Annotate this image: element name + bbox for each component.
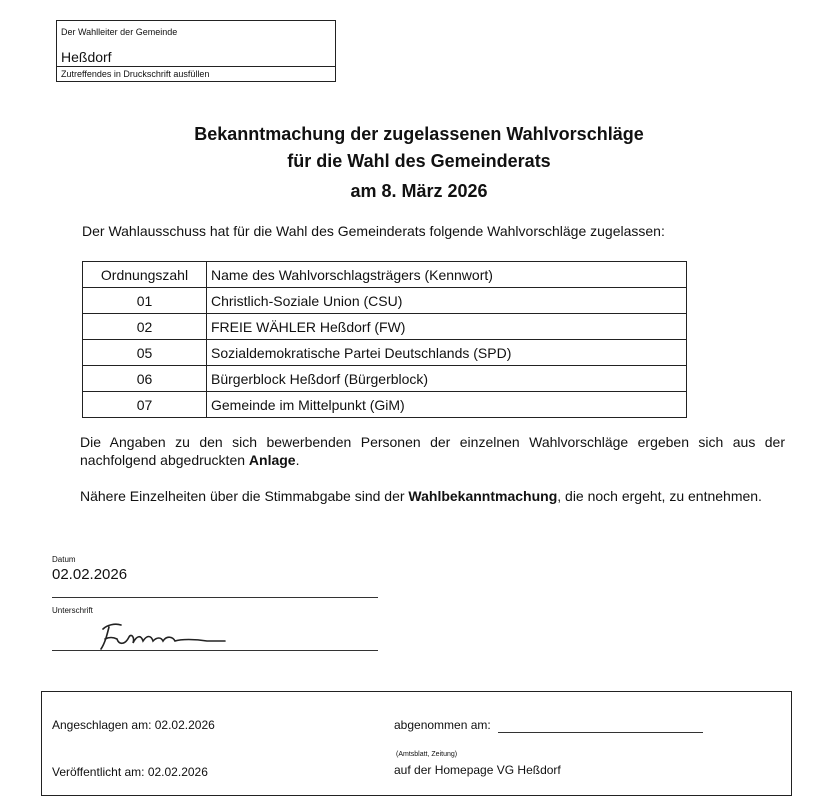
- title-line-2: für die Wahl des Gemeinderats: [287, 151, 551, 171]
- authority-box-divider: [57, 66, 335, 67]
- title-line-1: Bekanntmachung der zugelassenen Wahlvorschläge: [194, 124, 644, 144]
- table-row: [83, 314, 687, 340]
- fill-instruction: Zutreffendes in Druckschrift ausfüllen: [61, 69, 210, 79]
- proposals-table: [82, 261, 687, 418]
- column-header-name: Name des Wahlvorschlagsträgers (Kennwort): [207, 262, 687, 288]
- publication-medium: auf der Homepage VG Heßdorf: [394, 763, 561, 777]
- election-notice-keyword: Wahlbekanntmachung: [408, 488, 558, 504]
- table-header-row: [83, 262, 687, 288]
- posted-date: Angeschlagen am: 02.02.2026: [52, 718, 215, 732]
- row-name: Bürgerblock Heßdorf (Bürgerblock): [207, 366, 687, 392]
- voting-details-end: , die noch ergeht, zu entnehmen.: [557, 488, 762, 504]
- row-number: 07: [83, 392, 207, 418]
- table-row: [83, 340, 687, 366]
- row-name: FREIE WÄHLER Heßdorf (FW): [207, 314, 687, 340]
- row-number: 01: [83, 288, 207, 314]
- date-line: [52, 597, 378, 598]
- row-name: Sozialdemokratische Partei Deutschlands (SPD): [207, 340, 687, 366]
- row-number: 05: [83, 340, 207, 366]
- row-name: Christlich-Soziale Union (CSU): [207, 288, 687, 314]
- candidates-text: Die Angaben zu den sich bewerbenden Personen der einzelnen Wahlvorschläge ergeben sich aus der nachfolgend abgedruckten: [80, 434, 785, 468]
- handwritten-signature: [95, 615, 235, 655]
- municipality-name: Heßdorf: [61, 49, 112, 65]
- date-label: Datum: [52, 555, 76, 564]
- row-number: 06: [83, 366, 207, 392]
- row-number: 02: [83, 314, 207, 340]
- published-date: Veröffentlicht am: 02.02.2026: [52, 765, 208, 779]
- candidates-end: .: [295, 452, 300, 468]
- title-line-3: am 8. März 2026: [350, 181, 488, 201]
- voting-details-paragraph: [80, 487, 785, 505]
- column-header-number: Ordnungszahl: [83, 262, 207, 288]
- removed-date-line: [498, 732, 703, 733]
- table-row: [83, 366, 687, 392]
- row-name: Gemeinde im Mittelpunkt (GiM): [207, 392, 687, 418]
- posting-box: [41, 691, 792, 796]
- signature-label: Unterschrift: [52, 606, 93, 615]
- signature-line: [52, 650, 378, 651]
- voting-details-text: Nähere Einzelheiten über die Stimmabgabe sind der: [80, 488, 409, 504]
- authority-box: [56, 20, 336, 82]
- removed-label: abgenommen am:: [394, 718, 491, 732]
- table-row: [83, 392, 687, 418]
- intro-text: Der Wahlausschuss hat für die Wahl des Gemeinderats folgende Wahlvorschläge zugelassen:: [82, 223, 665, 239]
- date-value: 02.02.2026: [52, 566, 128, 583]
- authority-label: Der Wahlleiter der Gemeinde: [61, 27, 178, 37]
- candidates-paragraph: [80, 433, 785, 469]
- table-row: [83, 288, 687, 314]
- annex-keyword: Anlage: [248, 452, 296, 468]
- medium-hint: (Amtsblatt, Zeitung): [396, 751, 458, 758]
